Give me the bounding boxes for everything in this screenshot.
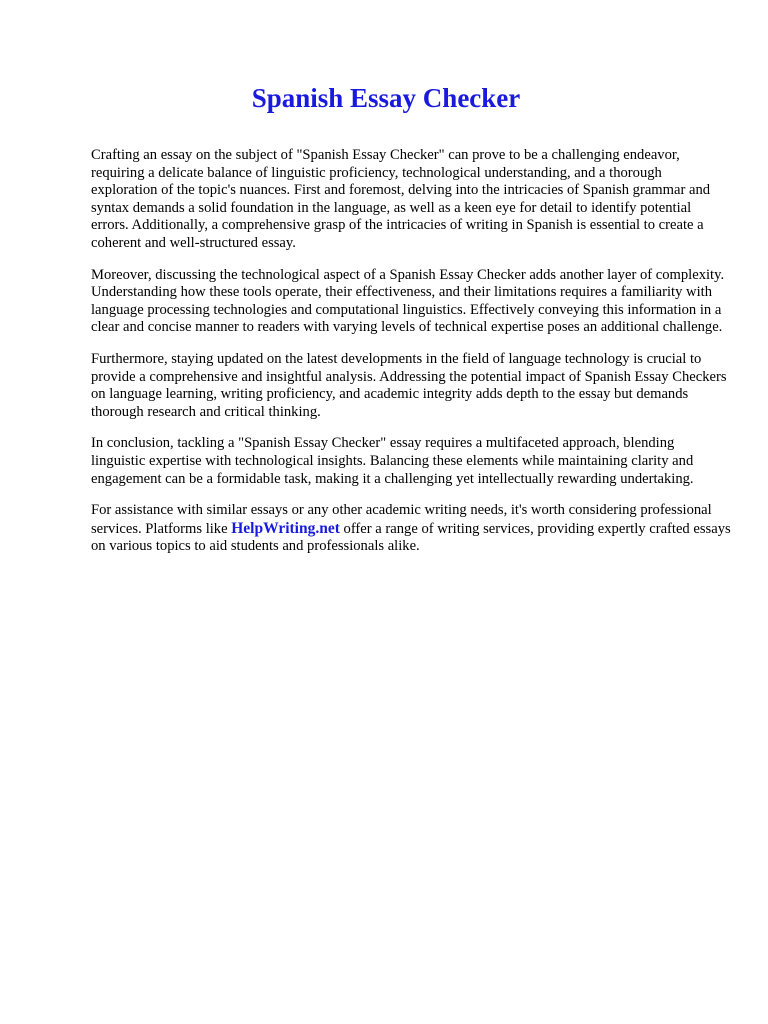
paragraph-services	[91, 502, 731, 556]
paragraph-intro: Crafting an essay on the subject of "Spanish Essay Checker" can prove to be a challenging endeavor, requiring a delicate balance of linguistic proficiency, technological understanding, and a thorough exploration of the topic's nuances. First and foremost, delving into the intricacies of Spanish grammar and syntax demands a solid foundation in the language, as well as a keen eye for detail to identify potential errors. Additionally, a comprehensive grasp of the intricacies of writing in Spanish is essential to create a coherent and well-structured essay.	[91, 147, 711, 251]
page-title: Spanish Essay Checker	[251, 83, 521, 113]
helpwriting-link[interactable]: HelpWriting.net	[231, 519, 340, 537]
services-text-after-link: offer a range of writing services, providing expertly crafted essays on various topics to aid students and professionals alike.	[91, 520, 731, 555]
essay-body	[91, 147, 731, 556]
paragraph-developments: Furthermore, staying updated on the latest developments in the field of language technology is crucial to provide a comprehensive and insightful analysis. Addressing the potential impact of Spanish Essay Checkers on language learning, writing proficiency, and academic integrity adds depth to the essay but demands thorough research and critical thinking.	[91, 350, 727, 420]
paragraph-technology: Moreover, discussing the technological aspect of a Spanish Essay Checker adds another layer of complexity. Understanding how these tools operate, their effectiveness, and their limitations requires a familiarity with language processing technologies and computational linguistics. Effectively conveying this information in a clear and concise manner to readers with varying levels of technical expertise poses an additional challenge.	[91, 266, 725, 336]
paragraph-conclusion: In conclusion, tackling a "Spanish Essay Checker" essay requires a multifaceted approach, blending linguistic expertise with technological insights. Balancing these elements while maintaining clarity and engagement can be a formidable task, making it a challenging yet intellectually rewarding undertaking.	[91, 435, 694, 487]
services-text-before-link: For assistance with similar essays or any other academic writing needs, it's worth considering professional services. Platforms like	[91, 502, 712, 537]
